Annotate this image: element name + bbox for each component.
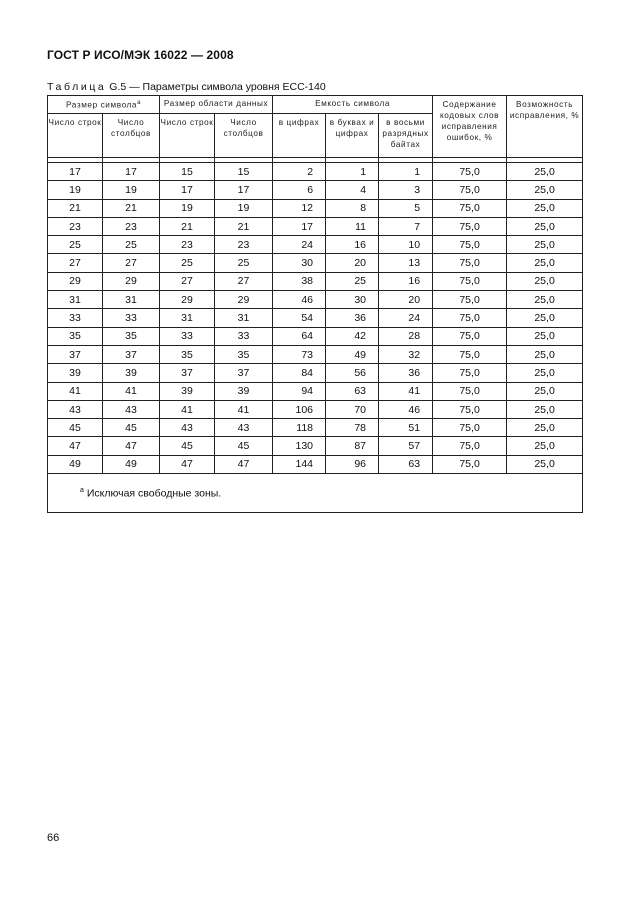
cell-digits: 73 (273, 345, 326, 363)
page-number: 66 (47, 832, 60, 844)
cell-alnum: 16 (326, 236, 379, 254)
cell-bytes: 32 (379, 345, 433, 363)
cell-codewords: 75,0 (433, 254, 507, 272)
cell-region-rows: 47 (160, 455, 215, 473)
cell-bytes: 10 (379, 236, 433, 254)
cell-codewords: 75,0 (433, 236, 507, 254)
cell-region-rows: 45 (160, 437, 215, 455)
cell-bytes: 16 (379, 272, 433, 290)
cell-region-rows: 39 (160, 382, 215, 400)
table-row (48, 455, 583, 473)
cell-region-rows: 19 (160, 199, 215, 217)
table-row (48, 291, 583, 309)
cell-region-rows: 31 (160, 309, 215, 327)
cell-rows: 21 (48, 199, 103, 217)
cell-region-cols: 37 (215, 364, 273, 382)
cell-cols: 31 (103, 291, 160, 309)
table-row (48, 309, 583, 327)
cell-correction: 25,0 (507, 272, 583, 290)
table-row (48, 181, 583, 199)
cell-digits: 38 (273, 272, 326, 290)
cell-correction: 25,0 (507, 437, 583, 455)
cell-rows: 19 (48, 181, 103, 199)
cell-correction: 25,0 (507, 382, 583, 400)
cell-bytes: 63 (379, 455, 433, 473)
cell-digits: 12 (273, 199, 326, 217)
cell-correction: 25,0 (507, 217, 583, 235)
cell-region-cols: 31 (215, 309, 273, 327)
cell-digits: 106 (273, 400, 326, 418)
cell-rows: 45 (48, 419, 103, 437)
header-codewords-percent: Содержание кодовых слов исправления ошибок, % (433, 96, 507, 158)
cell-region-cols: 17 (215, 181, 273, 199)
cell-alnum: 4 (326, 181, 379, 199)
cell-region-rows: 33 (160, 327, 215, 345)
cell-region-cols: 39 (215, 382, 273, 400)
cell-cols: 37 (103, 345, 160, 363)
cell-digits: 30 (273, 254, 326, 272)
cell-digits: 24 (273, 236, 326, 254)
cell-rows: 29 (48, 272, 103, 290)
cell-cols: 19 (103, 181, 160, 199)
cell-rows: 47 (48, 437, 103, 455)
cell-alnum: 36 (326, 309, 379, 327)
cell-cols: 39 (103, 364, 160, 382)
cell-region-rows: 21 (160, 217, 215, 235)
cell-cols: 35 (103, 327, 160, 345)
cell-bytes: 1 (379, 163, 433, 181)
cell-region-rows: 27 (160, 272, 215, 290)
cell-cols: 47 (103, 437, 160, 455)
cell-codewords: 75,0 (433, 291, 507, 309)
footnote-mark: a (80, 486, 84, 494)
cell-rows: 27 (48, 254, 103, 272)
cell-codewords: 75,0 (433, 419, 507, 437)
cell-rows: 41 (48, 382, 103, 400)
cell-correction: 25,0 (507, 419, 583, 437)
cell-bytes: 20 (379, 291, 433, 309)
cell-digits: 17 (273, 217, 326, 235)
table-row (48, 382, 583, 400)
subheader-digits: в цифрах (273, 114, 326, 158)
cell-correction: 25,0 (507, 364, 583, 382)
subheader-bytes: в восьми разрядных байтах (379, 114, 433, 158)
cell-region-rows: 35 (160, 345, 215, 363)
symbol-parameters-table (47, 95, 583, 513)
table-row (48, 199, 583, 217)
footnote-mark: a (137, 100, 142, 106)
cell-region-cols: 27 (215, 272, 273, 290)
table-row (48, 217, 583, 235)
table-row (48, 437, 583, 455)
table-row (48, 345, 583, 363)
cell-codewords: 75,0 (433, 217, 507, 235)
cell-correction: 25,0 (507, 254, 583, 272)
cell-region-rows: 37 (160, 364, 215, 382)
table-row (48, 327, 583, 345)
cell-codewords: 75,0 (433, 345, 507, 363)
cell-region-rows: 41 (160, 400, 215, 418)
cell-alnum: 49 (326, 345, 379, 363)
cell-region-cols: 45 (215, 437, 273, 455)
subheader-region-cols: Число столбцов (215, 114, 273, 158)
cell-cols: 17 (103, 163, 160, 181)
cell-cols: 29 (103, 272, 160, 290)
cell-region-rows: 23 (160, 236, 215, 254)
table-row (48, 163, 583, 181)
cell-codewords: 75,0 (433, 382, 507, 400)
cell-bytes: 7 (379, 217, 433, 235)
cell-rows: 17 (48, 163, 103, 181)
cell-region-cols: 21 (215, 217, 273, 235)
header-symbol-size: Размер символа$^a$ (48, 96, 160, 114)
cell-region-cols: 33 (215, 327, 273, 345)
table-footnote: $^a$ Исключая свободные зоны. (48, 474, 583, 513)
cell-bytes: 57 (379, 437, 433, 455)
header-data-region-size: Размер области данных (160, 96, 273, 114)
cell-digits: 54 (273, 309, 326, 327)
cell-digits: 84 (273, 364, 326, 382)
cell-correction: 25,0 (507, 400, 583, 418)
cell-rows: 33 (48, 309, 103, 327)
table-row (48, 254, 583, 272)
cell-bytes: 5 (379, 199, 433, 217)
cell-rows: 31 (48, 291, 103, 309)
cell-cols: 21 (103, 199, 160, 217)
cell-codewords: 75,0 (433, 437, 507, 455)
cell-alnum: 78 (326, 419, 379, 437)
cell-alnum: 42 (326, 327, 379, 345)
cell-alnum: 8 (326, 199, 379, 217)
table-caption-label: Таблица (47, 81, 107, 93)
cell-codewords: 75,0 (433, 272, 507, 290)
cell-digits: 118 (273, 419, 326, 437)
cell-cols: 23 (103, 217, 160, 235)
cell-digits: 94 (273, 382, 326, 400)
cell-cols: 49 (103, 455, 160, 473)
cell-codewords: 75,0 (433, 309, 507, 327)
cell-rows: 37 (48, 345, 103, 363)
cell-digits: 130 (273, 437, 326, 455)
cell-alnum: 11 (326, 217, 379, 235)
table-caption-text: G.5 — Параметры символа уровня ECC-140 (106, 81, 326, 93)
cell-region-rows: 29 (160, 291, 215, 309)
cell-alnum: 70 (326, 400, 379, 418)
cell-rows: 25 (48, 236, 103, 254)
subheader-alnum: в буквах и цифрах (326, 114, 379, 158)
cell-rows: 49 (48, 455, 103, 473)
cell-alnum: 96 (326, 455, 379, 473)
table-row (48, 236, 583, 254)
table-row (48, 400, 583, 418)
cell-region-cols: 41 (215, 400, 273, 418)
cell-alnum: 87 (326, 437, 379, 455)
cell-correction: 25,0 (507, 291, 583, 309)
header-correction-percent: Возможность исправления, % (507, 96, 583, 158)
cell-alnum: 30 (326, 291, 379, 309)
cell-region-cols: 25 (215, 254, 273, 272)
subheader-rows: Число строк (48, 114, 103, 158)
cell-codewords: 75,0 (433, 181, 507, 199)
table-row (48, 272, 583, 290)
cell-alnum: 63 (326, 382, 379, 400)
cell-digits: 144 (273, 455, 326, 473)
cell-codewords: 75,0 (433, 455, 507, 473)
cell-codewords: 75,0 (433, 163, 507, 181)
cell-codewords: 75,0 (433, 327, 507, 345)
cell-bytes: 3 (379, 181, 433, 199)
cell-cols: 27 (103, 254, 160, 272)
cell-correction: 25,0 (507, 236, 583, 254)
cell-rows: 43 (48, 400, 103, 418)
cell-region-cols: 43 (215, 419, 273, 437)
cell-region-cols: 29 (215, 291, 273, 309)
cell-correction: 25,0 (507, 309, 583, 327)
cell-bytes: 46 (379, 400, 433, 418)
cell-bytes: 51 (379, 419, 433, 437)
cell-bytes: 13 (379, 254, 433, 272)
cell-codewords: 75,0 (433, 364, 507, 382)
cell-alnum: 56 (326, 364, 379, 382)
cell-bytes: 28 (379, 327, 433, 345)
table-caption (47, 81, 326, 93)
header-symbol-capacity: Емкость символа (273, 96, 433, 114)
cell-cols: 41 (103, 382, 160, 400)
cell-correction: 25,0 (507, 181, 583, 199)
cell-cols: 33 (103, 309, 160, 327)
cell-rows: 39 (48, 364, 103, 382)
cell-bytes: 24 (379, 309, 433, 327)
cell-correction: 25,0 (507, 327, 583, 345)
subheader-cols: Число столбцов (103, 114, 160, 158)
cell-digits: 64 (273, 327, 326, 345)
cell-region-rows: 15 (160, 163, 215, 181)
table-row (48, 364, 583, 382)
cell-region-cols: 47 (215, 455, 273, 473)
cell-codewords: 75,0 (433, 199, 507, 217)
cell-cols: 25 (103, 236, 160, 254)
cell-alnum: 20 (326, 254, 379, 272)
cell-digits: 2 (273, 163, 326, 181)
cell-alnum: 25 (326, 272, 379, 290)
cell-correction: 25,0 (507, 163, 583, 181)
cell-region-cols: 35 (215, 345, 273, 363)
cell-region-cols: 23 (215, 236, 273, 254)
cell-cols: 43 (103, 400, 160, 418)
cell-codewords: 75,0 (433, 400, 507, 418)
document-header: ГОСТ Р ИСО/МЭК 16022 — 2008 (47, 48, 234, 62)
cell-region-rows: 25 (160, 254, 215, 272)
cell-correction: 25,0 (507, 455, 583, 473)
cell-bytes: 36 (379, 364, 433, 382)
cell-correction: 25,0 (507, 199, 583, 217)
cell-cols: 45 (103, 419, 160, 437)
subheader-region-rows: Число строк (160, 114, 215, 158)
cell-digits: 46 (273, 291, 326, 309)
cell-rows: 35 (48, 327, 103, 345)
cell-bytes: 41 (379, 382, 433, 400)
cell-region-rows: 43 (160, 419, 215, 437)
table-body (48, 158, 583, 474)
cell-digits: 6 (273, 181, 326, 199)
cell-region-cols: 19 (215, 199, 273, 217)
table-row (48, 419, 583, 437)
cell-correction: 25,0 (507, 345, 583, 363)
cell-region-cols: 15 (215, 163, 273, 181)
cell-alnum: 1 (326, 163, 379, 181)
cell-region-rows: 17 (160, 181, 215, 199)
cell-rows: 23 (48, 217, 103, 235)
